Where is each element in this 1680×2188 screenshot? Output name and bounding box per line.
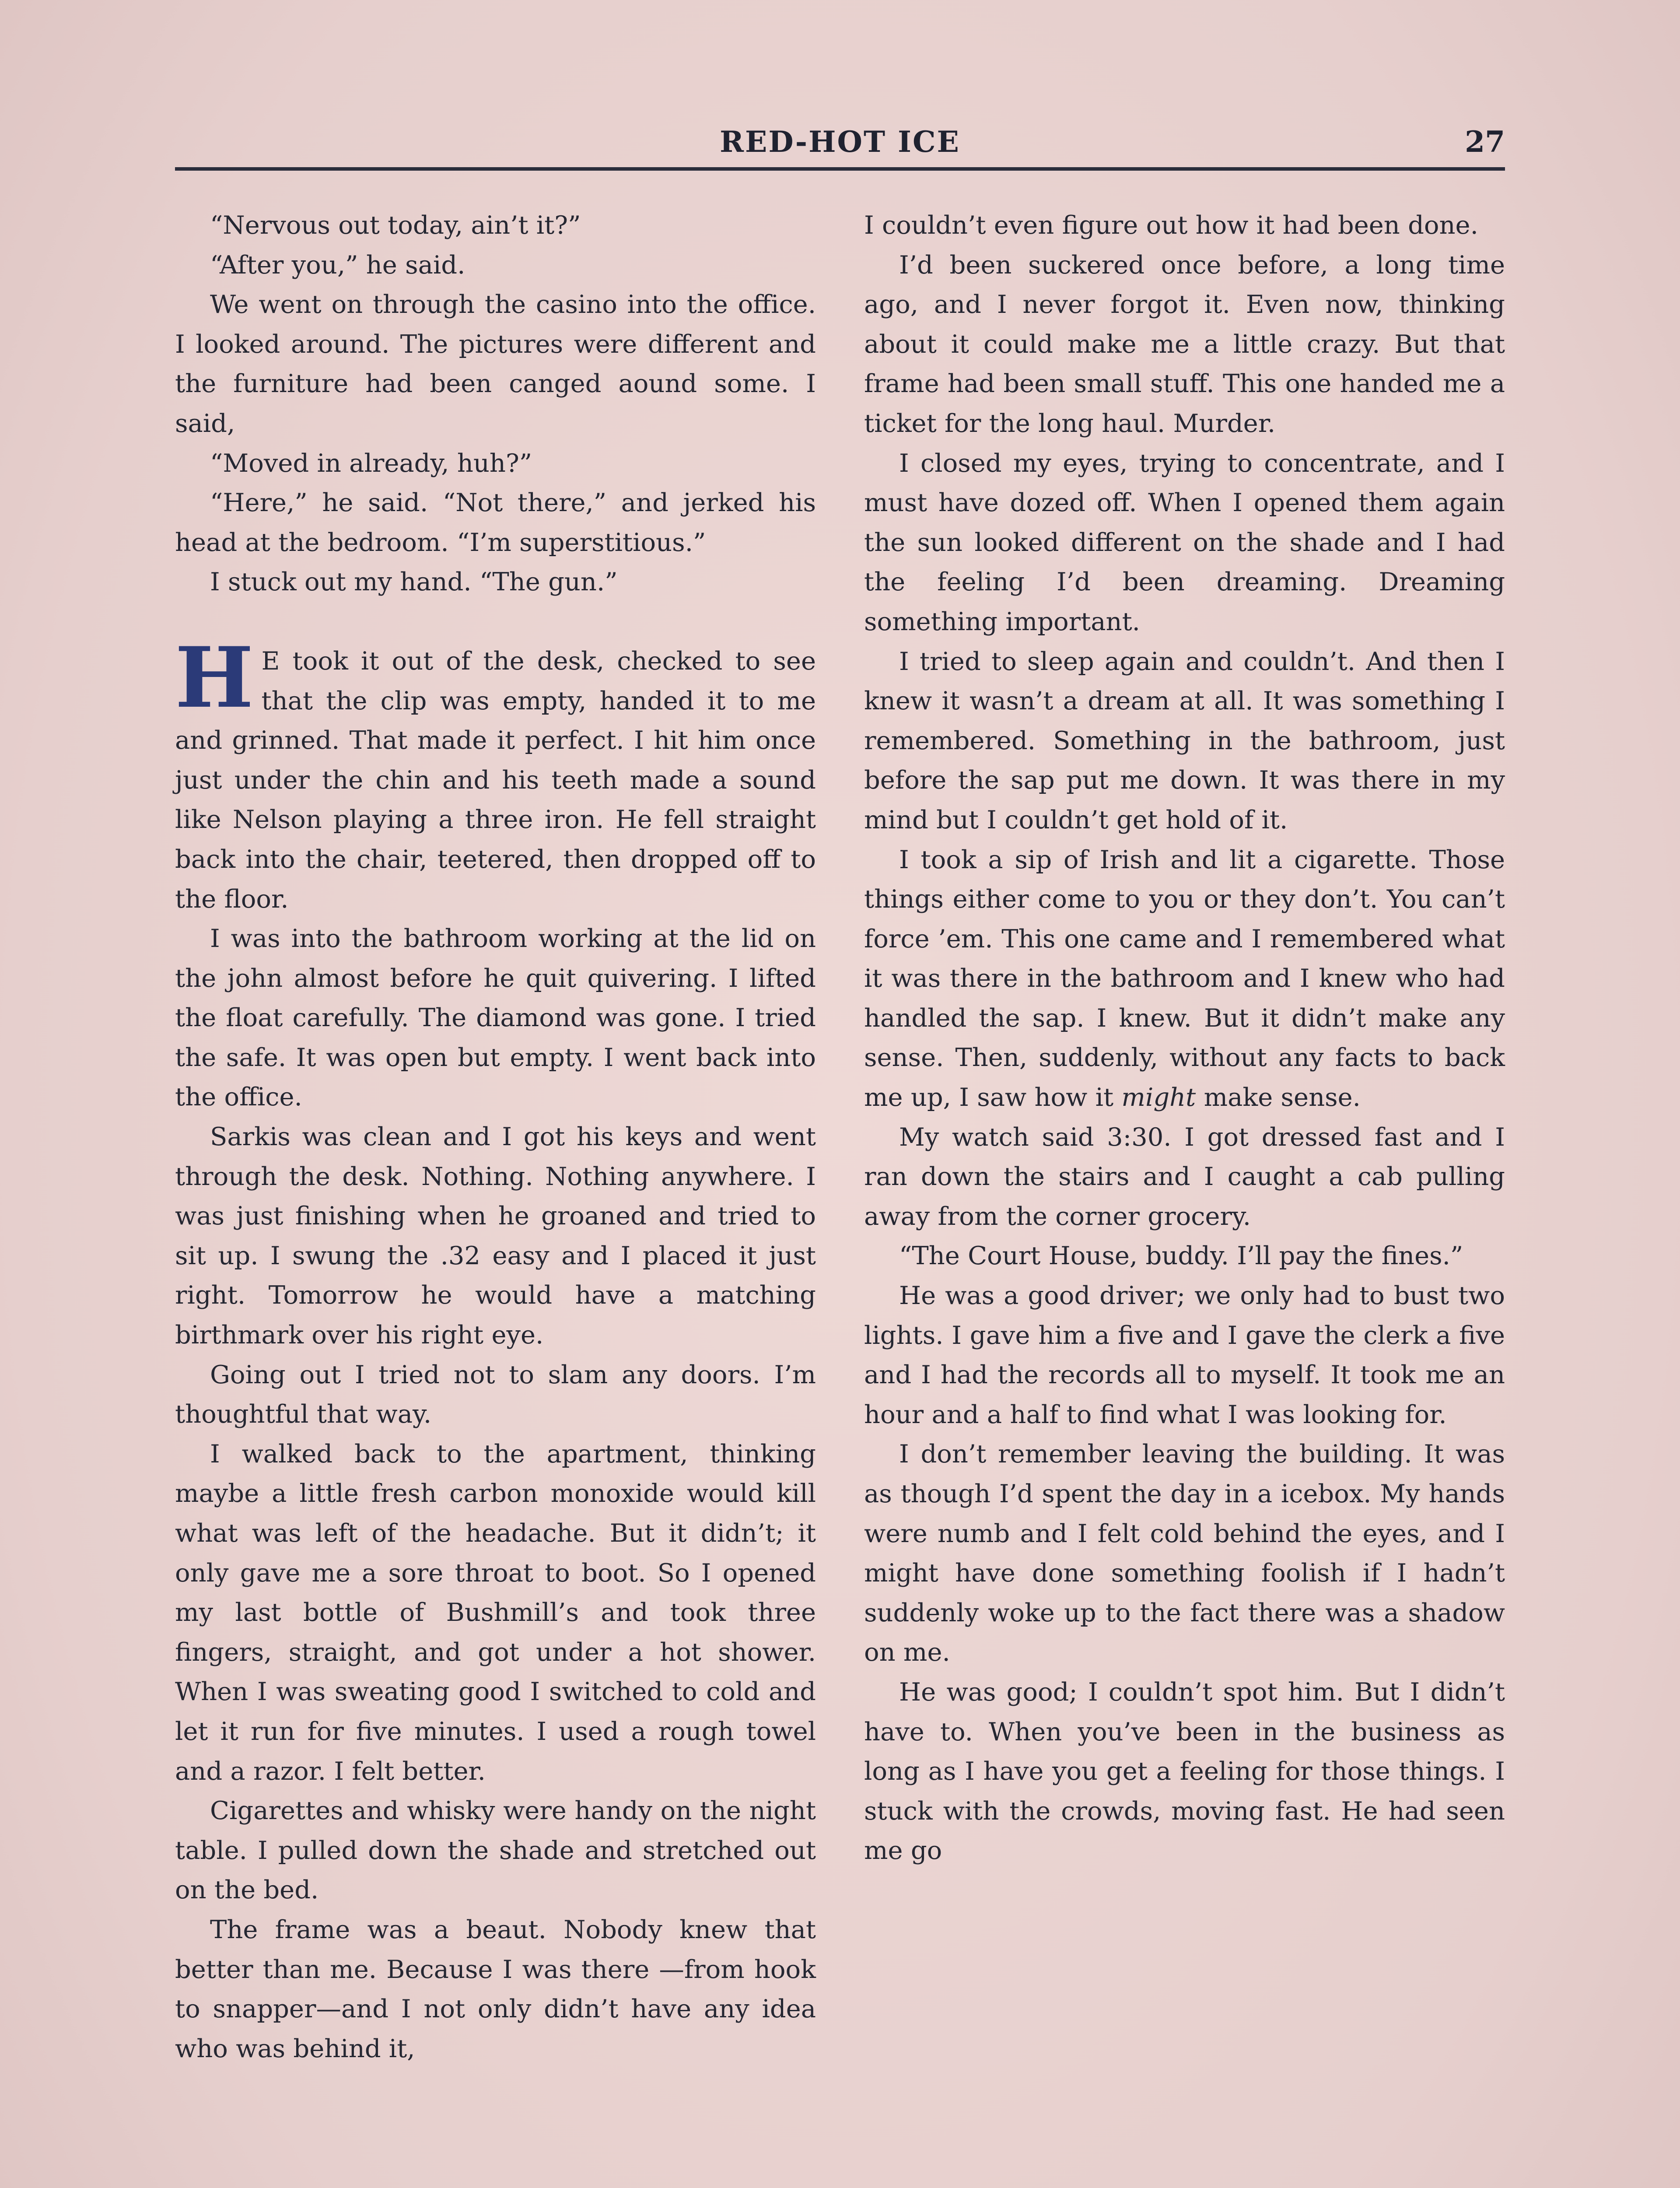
paragraph [864, 840, 1505, 1118]
drop-cap: H [175, 628, 254, 726]
paragraph: “After you,” he said. [210, 250, 466, 280]
paragraph-text: I took a sip of Irish and lit a cigarette. Those things either come to you or they don’t. You can’t force ’em. This one came and I remembered what it was there in the bathroom and I knew who had handled the sap. I knew. But it didn’t make any sense. Then, suddenly, without any facts to back me up, I saw how it [864, 845, 1505, 1112]
paragraph: “Nervous out today, ain’t it?” [210, 210, 581, 240]
paragraph: I’d been suckered once before, a long time ago, and I never forgot it. Even now, thinking about it could make me a little crazy. But that frame had been small stuff. This one handed me a ticket for the long haul. Murder. [864, 250, 1505, 438]
paragraph: I walked back to the apartment, thinking maybe a little fresh carbon monoxide would kill what was left of the headache. But it didn’t; it only gave me a sore throat to boot. So I opened my last bottle of Bushmill’s and took three fingers, straight, and got under a hot shower. When I was sweating good I switched to cold and let it run for five minutes. I used a rough towel and a razor. I felt better. [175, 1439, 816, 1786]
section-opening-paragraph [175, 628, 816, 919]
paragraph: The frame was a beaut. Nobody knew that better than me. Because I was there —from hook to snapper—and I not only didn’t have any idea who was behind it, [175, 1914, 816, 2063]
emphasis-text: might [1121, 1083, 1196, 1112]
paragraph: I couldn’t even figure out how it had been done. [864, 210, 1478, 240]
paragraph: I closed my eyes, trying to concentrate, and I must have dozed off. When I opened them again the sun looked different on the shade and I had the feeling I’d been dreaming. Dreaming something important. [864, 448, 1505, 636]
right-column [864, 206, 1505, 2188]
paragraph: My watch said 3:30. I got dressed fast and I ran down the stairs and I caught a cab pulling away from the corner grocery. [864, 1122, 1505, 1231]
paragraph: “Moved in already, huh?” [210, 448, 532, 478]
header-rule [175, 167, 1505, 171]
paragraph-text: E took it out of the desk, checked to see that the clip was empty, handed it to me and grinned. That made it perfect. I hit him once just under the chin and his teeth made a sound like Nelson playing a three iron. He fell straight back into the chair, teetered, then dropped off to the floor. [175, 646, 816, 914]
paragraph: I was into the bathroom working at the lid on the john almost before he quit quivering. I lifted the float carefully. The diamond was gone. I tried the safe. It was open but empty. I went back into the office. [175, 924, 816, 1112]
page-number: 27 [1465, 125, 1505, 159]
paragraph: Sarkis was clean and I got his keys and went through the desk. Nothing. Nothing anywhere. I was just finishing when he groaned and tried to sit up. I swung the .32 easy and I placed it just right. Tomorrow he would have a matching birthmark over his right eye. [175, 1122, 816, 1350]
paragraph: We went on through the casino into the office. I looked around. The pictures were different and the furniture had been canged aound some. I said, [175, 290, 816, 438]
paragraph: I stuck out my hand. “The gun.” [210, 567, 618, 597]
running-title: RED-HOT ICE [720, 125, 960, 159]
paragraph: He was a good driver; we only had to bust two lights. I gave him a five and I gave the clerk a five and I had the records all to myself. It took me an hour and a half to find what I was looking for. [864, 1281, 1505, 1429]
paragraph: Going out I tried not to slam any doors. I’m thoughtful that way. [175, 1360, 816, 1429]
left-column [175, 206, 816, 2188]
paragraph-text: make sense. [1196, 1083, 1361, 1112]
paragraph: “Here,” he said. “Not there,” and jerked his head at the bedroom. “I’m superstitious.” [175, 488, 816, 557]
paragraph: I don’t remember leaving the building. It was as though I’d spent the day in a icebox. My hands were numb and I felt cold behind the eyes, and I might have done something foolish if I hadn’t suddenly woke up to the fact there was a shadow on me. [864, 1439, 1505, 1667]
paragraph: He was good; I couldn’t spot him. But I didn’t have to. When you’ve been in the business as long as I have you get a feeling for those things. I stuck with the crowds, moving fast. He had seen me go [864, 1677, 1505, 1865]
paragraph: Cigarettes and whisky were handy on the night table. I pulled down the shade and stretched out on the bed. [175, 1796, 816, 1905]
running-header [175, 125, 1505, 168]
paragraph: I tried to sleep again and couldn’t. And then I knew it wasn’t a dream at all. It was something I remembered. Something in the bathroom, just before the sap put me down. It was there in my mind but I couldn’t get hold of it. [864, 646, 1505, 835]
paragraph: “The Court House, buddy. I’ll pay the fines.” [899, 1241, 1463, 1271]
